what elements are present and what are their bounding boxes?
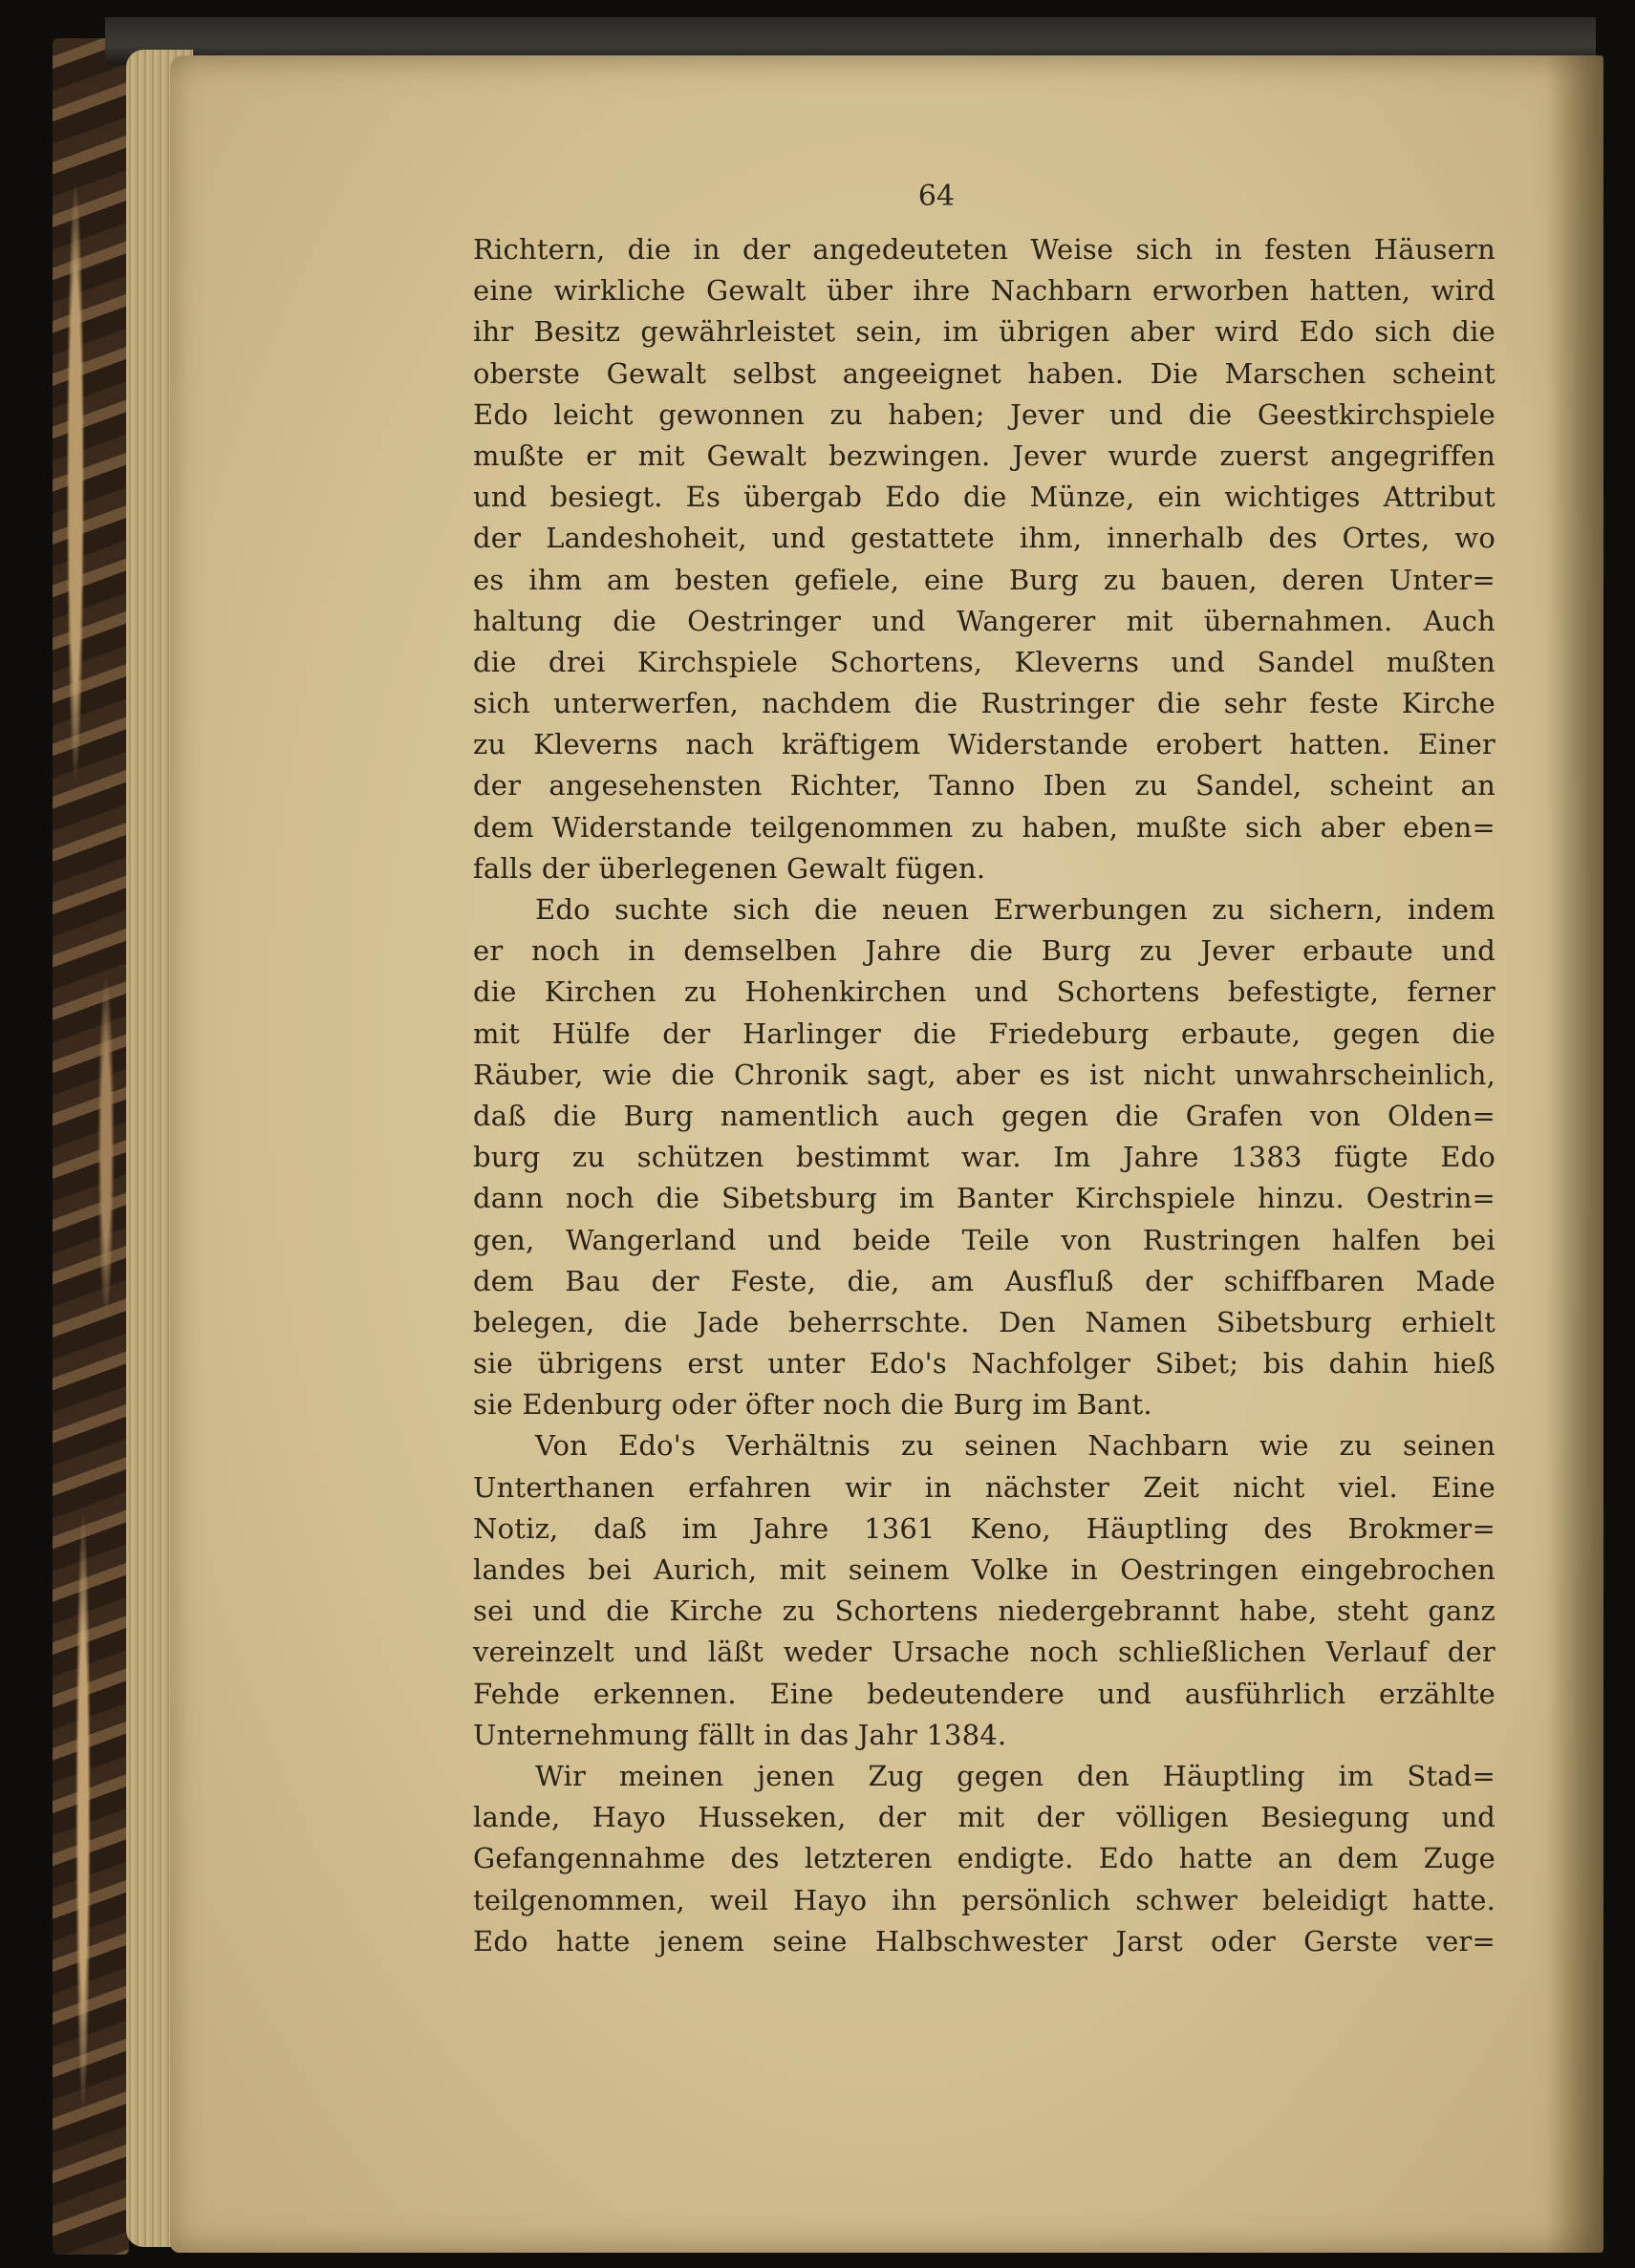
text-line: es ihm am besten gefiele, eine Burg zu bauen, deren Unter=: [473, 563, 1495, 596]
text-line: landes bei Aurich, mit seinem Volke in Oestringen eingebrochen: [473, 1553, 1495, 1586]
paragraph-start-line: Edo suchte sich die neuen Erwerbungen zu sichern, indem: [535, 893, 1495, 926]
text-line: falls der überlegenen Gewalt fügen.: [473, 851, 986, 885]
text-line: er noch in demselben Jahre die Burg zu Jever erbaute und: [473, 934, 1495, 968]
text-line: Notiz, daß im Jahre 1361 Keno, Häuptling des Brokmer=: [473, 1511, 1495, 1545]
text-line: Richtern, die in der angedeuteten Weise sich in festen Häusern: [473, 233, 1495, 266]
text-line: Unternehmung fällt in das Jahr 1384.: [473, 1718, 1007, 1751]
text-line: Fehde erkennen. Eine bedeutendere und ausführlich erzählte: [473, 1677, 1495, 1710]
text-line: gen, Wangerland und beide Teile von Rustringen halfen bei: [473, 1223, 1495, 1256]
page-number: 64: [917, 180, 956, 213]
text-line: zu Kleverns nach kräftigem Widerstande erobert hatten. Einer: [473, 728, 1495, 761]
text-line: haltung die Oestringer und Wangerer mit übernahmen. Auch: [473, 604, 1495, 637]
text-line: sie übrigens erst unter Edo's Nachfolger Sibet; bis dahin hieß: [473, 1347, 1495, 1380]
marbled-book-edge: [53, 38, 129, 2255]
text-line: sich unterwerfen, nachdem die Rustringer die sehr feste Kirche: [473, 687, 1495, 720]
text-line: burg zu schützen bestimmt war. Im Jahre 1383 fügte Edo: [473, 1141, 1495, 1174]
text-line: teilgenommen, weil Hayo ihn persönlich schwer beleidigt hatte.: [473, 1883, 1495, 1916]
text-line: Edo leicht gewonnen zu haben; Jever und die Geestkirchspiele: [473, 397, 1495, 431]
text-lines: [473, 229, 1495, 1962]
text-line: dem Widerstande teilgenommen zu haben, mußte sich aber eben=: [473, 810, 1495, 844]
text-line: daß die Burg namentlich auch gegen die Grafen von Olden=: [473, 1099, 1495, 1132]
text-line: Gefangennahme des letzteren endigte. Edo hatte an dem Zuge: [473, 1842, 1495, 1875]
text-line: dem Bau der Feste, die, am Ausfluß der schiffbaren Made: [473, 1264, 1495, 1297]
paragraph-start-line: Von Edo's Verhältnis zu seinen Nachbarn wie zu seinen: [535, 1429, 1495, 1463]
text-line: die Kirchen zu Hohenkirchen und Schortens befestigte, ferner: [473, 975, 1495, 1009]
text-line: sei und die Kirche zu Schortens niedergebrannt habe, steht ganz: [473, 1594, 1495, 1628]
text-line: die drei Kirchspiele Schortens, Kleverns und Sandel mußten: [473, 645, 1495, 678]
text-line: vereinzelt und läßt weder Ursache noch schließlichen Verlauf der: [473, 1636, 1495, 1669]
text-line: mußte er mit Gewalt bezwingen. Jever wurde zuerst angegriffen: [473, 439, 1495, 472]
gutter-shadow: [1546, 55, 1603, 2253]
text-line: Edo hatte jenem seine Halbschwester Jarst oder Gerste ver=: [473, 1924, 1495, 1958]
text-line: der Landeshoheit, und gestattete ihm, innerhalb des Ortes, wo: [473, 522, 1495, 555]
text-line: sie Edenburg oder öfter noch die Burg im Bant.: [473, 1388, 1152, 1422]
text-line: Räuber, wie die Chronik sagt, aber es ist nicht unwahrscheinlich,: [473, 1058, 1495, 1091]
text-line: dann noch die Sibetsburg im Banter Kirchspiele hinzu. Oestrin=: [473, 1182, 1495, 1215]
text-line: ihr Besitz gewährleistet sein, im übrigen aber wird Edo sich die: [473, 315, 1495, 349]
text-line: oberste Gewalt selbst angeeignet haben. Die Marschen scheint: [473, 356, 1495, 390]
text-line: der angesehensten Richter, Tanno Iben zu Sandel, scheint an: [473, 769, 1495, 802]
paragraph-start-line: Wir meinen jenen Zug gegen den Häuptling im Stad=: [535, 1759, 1495, 1792]
text-line: eine wirkliche Gewalt über ihre Nachbarn erworben hatten, wird: [473, 274, 1495, 308]
text-line: mit Hülfe der Harlinger die Friedeburg erbaute, gegen die: [473, 1016, 1495, 1050]
text-line: Unterthanen erfahren wir in nächster Zeit nicht viel. Eine: [473, 1470, 1495, 1504]
text-line: und besiegt. Es übergab Edo die Münze, ein wichtiges Attribut: [473, 481, 1495, 514]
text-line: lande, Hayo Husseken, der mit der völligen Besiegung und: [473, 1801, 1495, 1834]
text-line: belegen, die Jade beherrschte. Den Namen Sibetsburg erhielt: [473, 1305, 1495, 1338]
